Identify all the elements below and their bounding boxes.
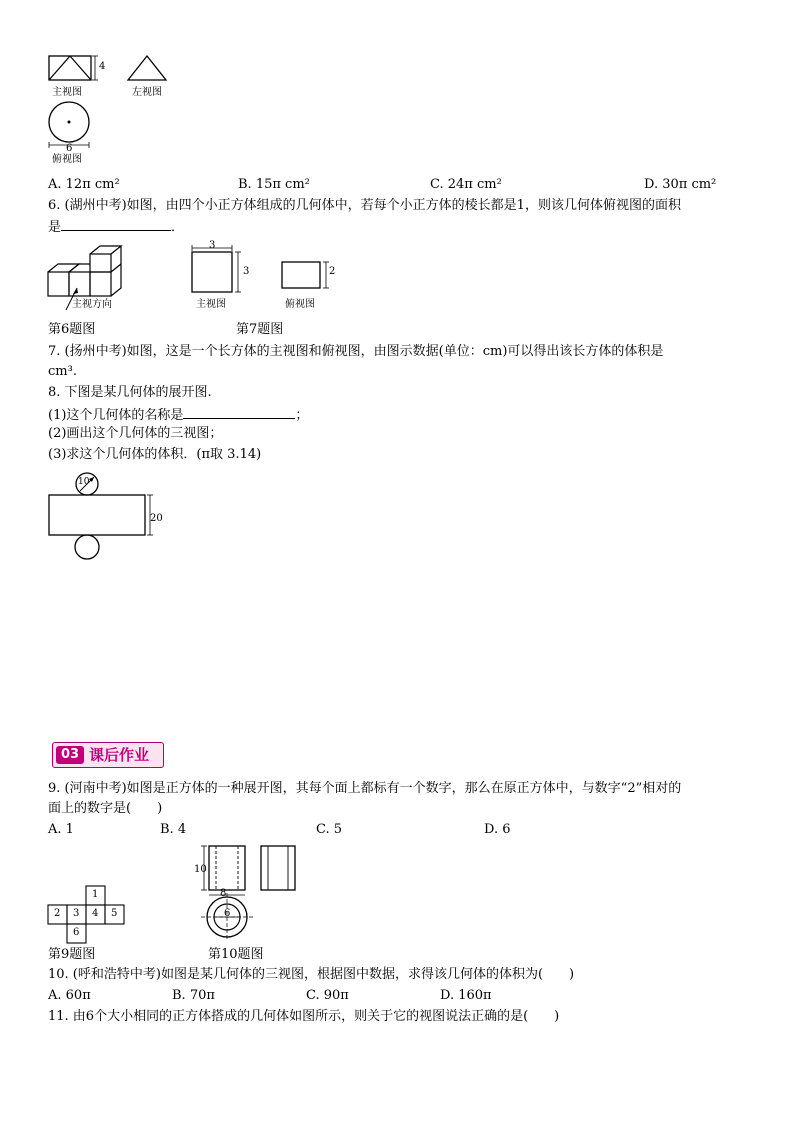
q11-text-line1: 11. 由6个大小相同的正方体搭成的几何体如图所示，则关于它的视图说法正确的是( ): [48, 1009, 560, 1024]
q9-net-face-3: 3: [73, 908, 80, 919]
q5-top-view: [49, 102, 89, 148]
section-header-badge: [52, 742, 164, 768]
q9-net-face-1: 1: [92, 889, 99, 900]
q7-front-label: 主视图: [196, 299, 226, 310]
q6-view-direction-label: 主视方向: [72, 299, 112, 310]
q9-net-face-4: 4: [92, 908, 99, 919]
q6-text-line1: 6. (湖州中考)如图，由四个小正方体组成的几何体中，若每个小正方体的棱长都是1，则该几何体俯视图的面积: [48, 198, 681, 213]
q9-caption: 第9题图: [48, 947, 96, 962]
q5-dim-4: 4: [99, 61, 106, 72]
q5-option-d: D. 30π cm²: [644, 177, 717, 192]
q5-figure: [40, 50, 190, 165]
q5-left-view: [128, 56, 166, 80]
q7-dim-3-side: 3: [243, 266, 250, 277]
q7-dim-2: 2: [329, 266, 336, 277]
q10-option-d: D. 160π: [440, 988, 492, 1003]
q10-option-a: A. 60π: [48, 988, 91, 1003]
q5-option-a: A. 12π cm²: [48, 177, 120, 192]
q7-dim-3-top: 3: [209, 240, 216, 251]
q5-option-c: C. 24π cm²: [430, 177, 502, 192]
q5-left-label: 左视图: [132, 87, 162, 98]
q8-answer-blank[interactable]: [183, 406, 295, 419]
section-title: 课后作业: [89, 746, 150, 764]
q8-part2: (2)画出这个几何体的三视图；: [48, 426, 223, 441]
q8-dim-10: 10: [78, 477, 90, 487]
q8-part1: [48, 406, 308, 424]
section-number: 03: [56, 746, 84, 764]
q5-front-label: 主视图: [52, 87, 82, 98]
q5-front-view: [49, 56, 98, 80]
q6-caption: 第6题图: [48, 322, 96, 337]
q5-dim-6: 6: [66, 143, 73, 154]
q9-text-line2: 面上的数字是( ): [48, 801, 163, 816]
q10-dim-8: 8: [220, 888, 227, 899]
q9-net-face-5: 5: [111, 908, 118, 919]
q7-caption: 第7题图: [236, 322, 284, 337]
q8-part1-text: (1)这个几何体的名称是: [48, 408, 184, 423]
q9-net-face-2: 2: [54, 908, 61, 919]
q9-option-c: C. 5: [316, 822, 343, 837]
q10-option-c: C. 90π: [306, 988, 349, 1003]
q9-option-b: B. 4: [160, 822, 187, 837]
q10-caption: 第10题图: [208, 947, 264, 962]
q10-dim-6: 6: [224, 908, 231, 919]
q8-dim-20: 20: [150, 513, 163, 524]
q8-title: 8. 下图是某几何体的展开图.: [48, 385, 212, 400]
q8-part1-end: ；: [295, 408, 309, 423]
q6-line2-suffix: ．: [171, 220, 185, 235]
q5-option-b: B. 15π cm²: [238, 177, 310, 192]
q9-option-a: A. 1: [48, 822, 74, 837]
q7-front-view: [192, 245, 241, 292]
q10-text-line1: 10. (呼和浩特中考)如图是某几何体的三视图，根据图中数据，求得该几何体的体积为( ): [48, 967, 575, 982]
q7-text-line1: 7. (扬州中考)如图，这是一个长方体的主视图和俯视图，由图示数据(单位：cm)可以得出该长方体的体积是: [48, 344, 664, 359]
q9-text-line1: 9. (河南中考)如图是正方体的一种展开图，其每个面上都标有一个数字，那么在原正方体中，与数字“2”相对的: [48, 781, 682, 796]
q7-top-view: [282, 262, 329, 288]
q7-top-label: 俯视图: [285, 299, 315, 310]
q9-net-face-6: 6: [73, 927, 80, 938]
q10-option-b: B. 70π: [172, 988, 215, 1003]
q6-line2-prefix: 是: [48, 220, 62, 235]
q7-text-line2: cm³.: [48, 364, 77, 379]
q8-part3: (3)求这个几何体的体积．(π取 3.14): [48, 447, 262, 462]
q9-option-d: D. 6: [484, 822, 511, 837]
q5-top-label: 俯视图: [52, 154, 82, 165]
q10-figure: [192, 840, 307, 945]
q6-text-line2: [48, 218, 184, 236]
q10-dim-10: 10: [194, 864, 207, 875]
q10-side-view: [261, 846, 295, 890]
q6-answer-blank[interactable]: [61, 218, 171, 231]
